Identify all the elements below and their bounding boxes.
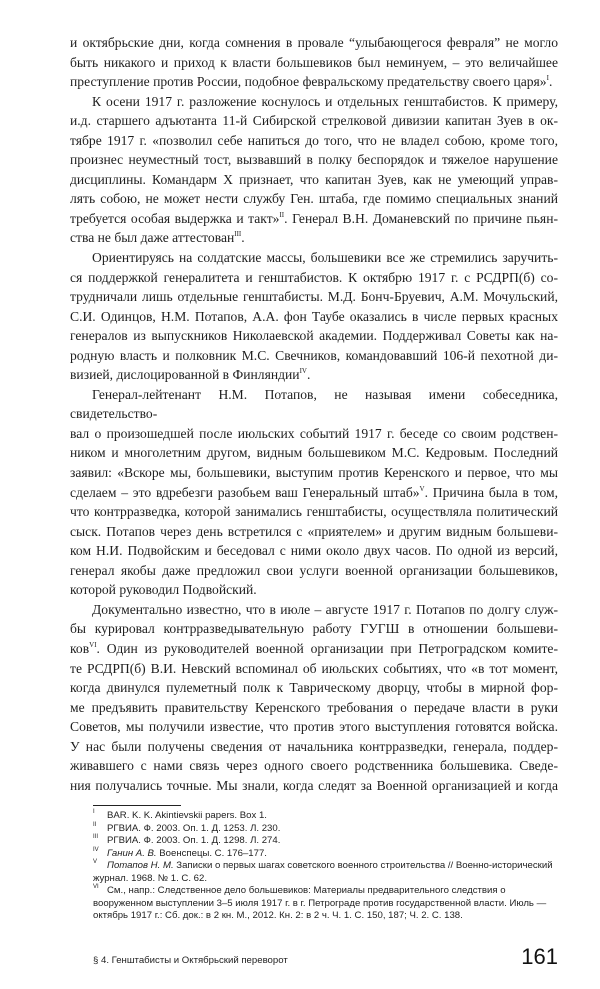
text-line: ником и многолетним другом, видным большевиком М.С. Кедровым. Последний <box>70 445 558 461</box>
footnote-number: III <box>93 834 99 841</box>
text-line: трудничали лишь отдельные генштабисты. М.Д. Бонч-Бруевич, А.М. Мочульский, <box>70 289 558 305</box>
text-fragment: требуется особая выдержка и такт» <box>70 210 280 226</box>
text-fragment: визией, дислоцированной в Финляндии <box>70 367 300 383</box>
text-line <box>70 209 558 229</box>
footnote <box>93 823 558 836</box>
footnote <box>93 848 558 861</box>
footnote-number: V <box>93 859 98 866</box>
footnote <box>93 835 558 848</box>
text-line: те РСДРП(б) В.И. Невский вспоминал об июльских событиях, что «в тот момент, <box>70 660 558 676</box>
footnote-number: VI <box>93 884 99 891</box>
footnote-text: См., напр.: Следственное дело большевиков: Материалы предварительного следствия о вооруженном выступлении 3–5 июля 1917 г. в г. Петрограде против государственной власти. Июль — октябрь 1917 г.: Сб. док.: в 2 кн. М., 2012. Кн. 2: в 2 ч. Ч. 1. С. 150, 187; Ч. 2. С. 138. <box>93 885 547 922</box>
text-line <box>70 483 558 503</box>
text-line: живавшего с нами связь через одного своего родственника большевика. Сведе- <box>70 758 558 774</box>
footnote <box>93 810 558 823</box>
text-fragment: сделаем – это вдребезги разобьем ваш Генеральный штаб» <box>70 484 420 500</box>
text-line: Генерал-лейтенант Н.М. Потапов, не называя имени собеседника, свидетельство- <box>70 386 558 422</box>
text-line: сыск. Потапов через день встретился с «приятелем» и другим видным большеви- <box>70 523 558 539</box>
text-line: тябре 1917 г. «позволил себе напиться до того, что не владел собою, кроме того, <box>70 132 558 148</box>
text-line: У нас были получены сведения от начальника контрразведки, генерала, поддер- <box>70 738 558 754</box>
text-line: лять собою, не может нести службу Ген. штаба, где помимо специальных знаний <box>70 191 558 207</box>
text-fragment: . Генерал В.Н. Доманевский по причине пьян- <box>284 210 558 226</box>
text-line: и октябрьские дни, когда сомнения в провале “улыбающегося февраля” не могло <box>70 35 558 50</box>
text-line <box>70 639 558 659</box>
text-line: визией, дислоцированной в Финляндии$^{IV}$. <box>70 367 311 383</box>
footnote-ref[interactable]: I <box>546 74 549 83</box>
footnote-separator <box>93 805 181 806</box>
text-line: что контрразведка, которой занимались генштабисты, осуществляла политический <box>70 504 558 520</box>
text-line: ме предъявить правительству Керенского требования о передаче власти в руки <box>70 699 558 715</box>
page-footer <box>93 945 558 969</box>
footnote-text: РГВИА. Ф. 2003. Оп. 1. Д. 1253. Л. 230. <box>107 822 281 834</box>
footnote-number: II <box>93 821 97 828</box>
text-line: заявил: «Вскоре мы, большевики, выступим против Керенского и первое, что мы <box>70 465 558 481</box>
text-line: ся поддержкой генералитета и генштабистов. К октябрю 1917 г. с РСДРП(б) со- <box>70 269 558 285</box>
text-line: ком Н.И. Подвойским и беседовал с ними около двух часов. По одной из версий, <box>70 543 558 559</box>
text-line: когда двинулся пулеметный полк к Таврическому дворцу, чтобы в мирной фор- <box>70 680 558 696</box>
text-line: и.д. старшего адъютанта 11-й Сибирской стрелковой дивизии капитан Зуев в ок- <box>70 113 558 129</box>
text-line: ства не был даже аттестован$^{III}$. <box>70 230 245 246</box>
text-line: вал о произошедшей после июльских событий 1917 г. беседе со своим родствен- <box>70 425 558 441</box>
footnote-ref[interactable]: III <box>234 230 242 239</box>
footnote-ref[interactable]: V <box>419 484 425 493</box>
footnote-text: BAR. K. K. Akintievskii papers. Box 1. <box>107 810 267 822</box>
text-line: бы курировал контрразведывательную работу ГУГШ в отношении большеви- <box>70 621 558 637</box>
footnote-text: Записки о первых шагах советского военного строительства // Военно-исторический журнал. 1968. № 1. С. 62. <box>93 860 553 884</box>
footnote <box>93 860 558 885</box>
text-line: преступление против России, подобное февральскому предательству своего царя»$^I$. <box>70 74 553 90</box>
text-line: генерал якобы даже предложил свои услуги военной организации большевиков, <box>70 562 558 578</box>
text-line: генералов из выпускников Николаевской академии. Поддерживал Советы как на- <box>70 328 558 344</box>
footnote-ref[interactable]: IV <box>299 367 307 376</box>
footnotes <box>93 810 558 923</box>
text-fragment: ков <box>70 640 90 656</box>
footnote-number: I <box>93 809 95 816</box>
footnote <box>93 885 558 923</box>
text-line: Документально известно, что в июле – августе 1917 г. Потапов по долгу служ- <box>92 601 558 617</box>
text-fragment: преступление против России, подобное февральскому предательству своего царя» <box>70 74 547 90</box>
text-line: которой руководил Подвойский. <box>70 582 257 598</box>
text-line: родную власть и полковник М.С. Свечников, командовавший 106-й пехотной ди- <box>70 347 558 363</box>
text-fragment: . Причина была в том, <box>424 484 558 500</box>
text-line: ния получались точные. Мы знали, когда следят за Военной организацией и когда <box>70 777 558 793</box>
footnote-author: Ганин А. В. <box>107 847 157 859</box>
footnote-author: Потапов Н. М. <box>107 860 174 872</box>
running-title: § 4. Генштабисты и Октябрьский переворот <box>93 954 288 966</box>
text-line: С.И. Одинцов, Н.М. Потапов, А.А. фон Таубе оказались в числе первых красных <box>70 308 558 324</box>
footnote-text: Военспецы. С. 176–177. <box>156 847 267 859</box>
page-number: 161 <box>521 943 558 969</box>
text-fragment: . Один из руководителей военной организации при Петроградском комите- <box>96 640 558 656</box>
footnote-ref[interactable]: II <box>279 210 285 219</box>
text-fragment: ства не был даже аттестован <box>70 230 235 246</box>
text-line: дисциплины. Командарм Х признает, что капитан Зуев, как не умеющий управ- <box>70 171 558 187</box>
footnote-number: IV <box>93 846 99 853</box>
body-text <box>70 33 558 795</box>
footnote-ref[interactable]: VI <box>89 640 97 649</box>
text-line: Советов, мы получили известие, что против этого выступления готовятся войска. <box>70 719 558 735</box>
text-line: К осени 1917 г. разложение коснулось и отдельных генштабистов. К примеру, <box>92 93 558 109</box>
footnote-text: РГВИА. Ф. 2003. Оп. 1. Д. 1298. Л. 274. <box>107 835 281 847</box>
text-line: быть никакого и приход к власти большевиков был неминуем, – это величайшее <box>70 54 558 70</box>
text-line: Ориентируясь на солдатские массы, большевики все же стремились заручить- <box>92 250 558 266</box>
text-line: произнес неуместный тост, вызвавший в полку беспорядок и тяжелое нарушение <box>70 152 558 168</box>
